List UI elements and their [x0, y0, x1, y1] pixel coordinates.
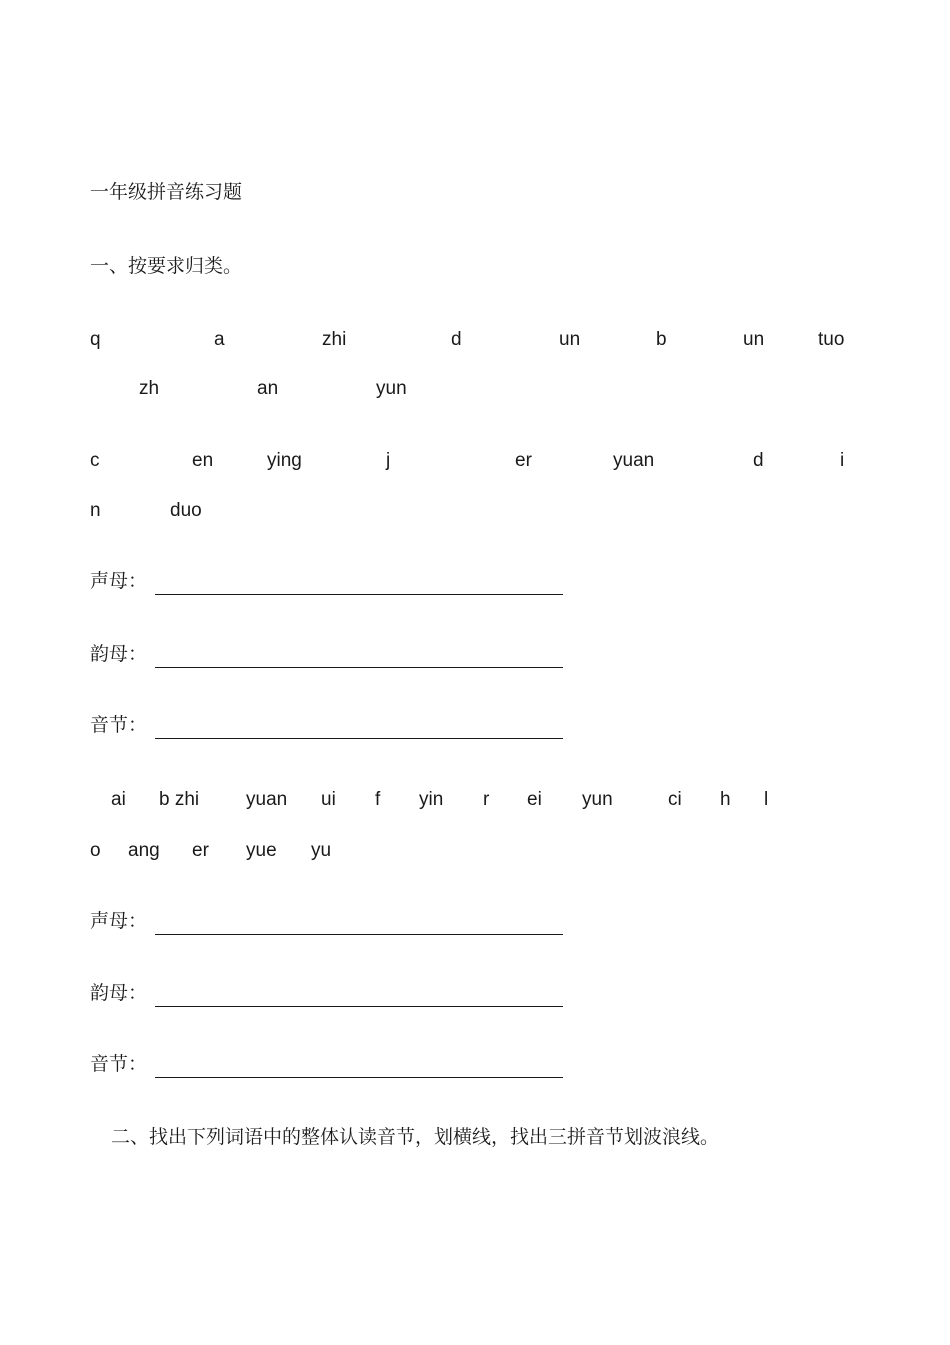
pinyin-item: ei [527, 789, 542, 810]
answer-line[interactable] [155, 594, 563, 595]
yinjie-label: 音节： [90, 714, 148, 736]
pinyin-item: yin [419, 789, 444, 810]
pinyin-item: c [90, 450, 100, 471]
pinyin-item: b [656, 329, 667, 350]
pinyin-item: tuo [818, 329, 845, 350]
shengmu-label: 声母： [90, 910, 148, 932]
pinyin-item: d [451, 329, 462, 350]
pinyin-item: n [90, 500, 101, 521]
pinyin-item: er [515, 450, 532, 471]
pinyin-item: yun [582, 789, 613, 810]
yinjie-answer-row [90, 1055, 147, 1074]
pinyin-item: ci [668, 789, 682, 810]
answer-line[interactable] [155, 738, 563, 739]
yunmu-answer-row [90, 645, 147, 664]
pinyin-item: b zhi [159, 789, 200, 810]
pinyin-item: zhi [322, 329, 347, 350]
pinyin-item: f [375, 789, 381, 810]
shengmu-answer-row [90, 912, 147, 931]
pinyin-item: j [386, 450, 391, 471]
pinyin-item: a [214, 329, 225, 350]
pinyin-item: ai [111, 789, 126, 810]
answer-line[interactable] [155, 667, 563, 668]
pinyin-item: ui [321, 789, 336, 810]
pinyin-item: un [559, 329, 581, 350]
section2-heading: 二、找出下列词语中的整体认读音节，划横线，找出三拼音节划波浪线。 [111, 1126, 720, 1148]
pinyin-item: o [90, 840, 101, 861]
pinyin-item: yuan [246, 789, 288, 810]
pinyin-item: yuan [613, 450, 655, 471]
pinyin-item: ang [128, 840, 160, 861]
pinyin-item: er [192, 840, 209, 861]
answer-line[interactable] [155, 1077, 563, 1078]
pinyin-item: an [257, 378, 279, 399]
pinyin-item: d [753, 450, 764, 471]
yinjie-answer-row [90, 716, 147, 735]
pinyin-item: l [764, 789, 769, 810]
pinyin-item: yue [246, 840, 277, 861]
answer-line[interactable] [155, 934, 563, 935]
yunmu-label: 韵母： [90, 643, 148, 665]
pinyin-item: un [743, 329, 765, 350]
yunmu-answer-row [90, 984, 147, 1003]
yunmu-label: 韵母： [90, 982, 148, 1004]
answer-line[interactable] [155, 1006, 563, 1007]
pinyin-item: yu [311, 840, 332, 861]
pinyin-item: r [483, 789, 490, 810]
pinyin-item: h [720, 789, 731, 810]
section1-heading: 一、按要求归类。 [90, 255, 243, 277]
shengmu-label: 声母： [90, 570, 148, 592]
pinyin-item: q [90, 329, 101, 350]
worksheet-title: 一年级拼音练习题 [90, 181, 243, 203]
pinyin-item: zh [139, 378, 160, 399]
yinjie-label: 音节： [90, 1053, 148, 1075]
pinyin-item: yun [376, 378, 407, 399]
pinyin-item: ying [267, 450, 302, 471]
shengmu-answer-row [90, 572, 147, 591]
pinyin-item: i [840, 450, 845, 471]
pinyin-item: duo [170, 500, 202, 521]
pinyin-item: en [192, 450, 214, 471]
